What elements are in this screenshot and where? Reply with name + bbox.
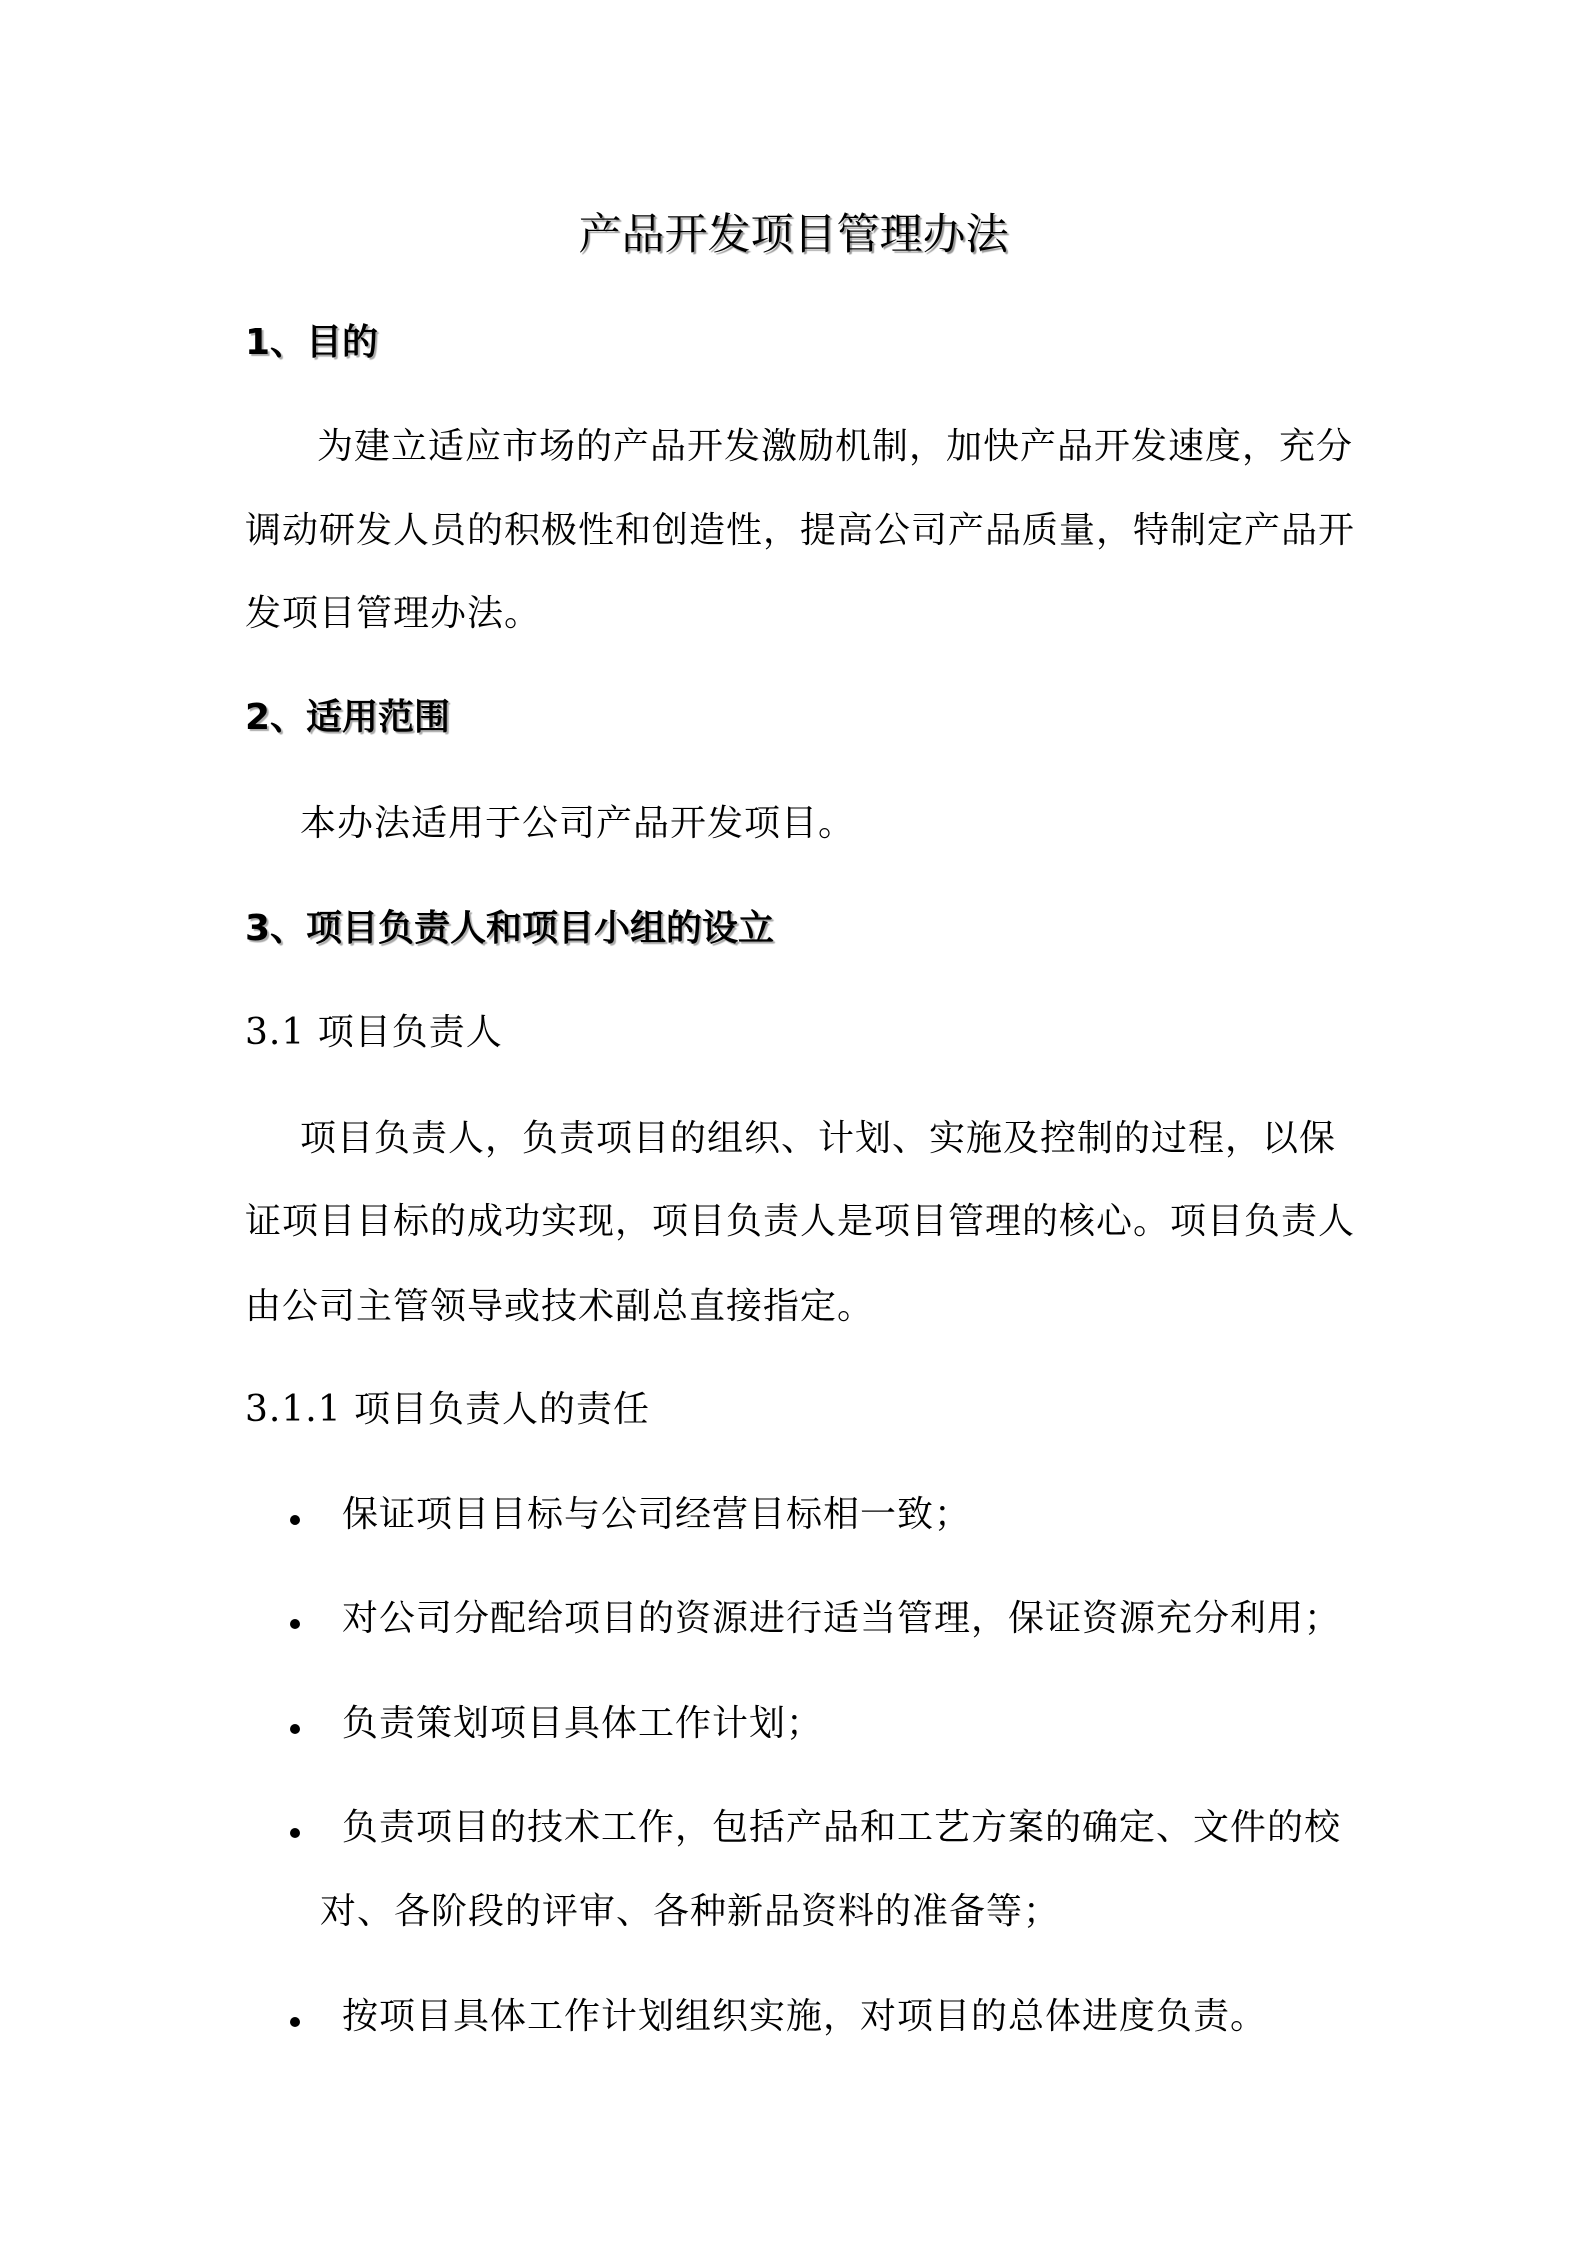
bullet-icon <box>290 1515 300 1525</box>
bullet-icon <box>290 1619 300 1629</box>
bullet-icon <box>290 1828 300 1838</box>
list-item-continuation: 对、各阶段的评审、各种新品资料的准备等； <box>320 1891 1061 1932</box>
list-item: 负责项目的技术工作，包括产品和工艺方案的确定、文件的校 <box>342 1807 1342 1848</box>
bullet-icon <box>290 2017 300 2027</box>
subsection-heading: 3.1 项目负责人 <box>245 1012 503 1053</box>
paragraph-line: 本办法适用于公司产品开发项目。 <box>300 803 856 844</box>
paragraph-line: 为建立适应市场的产品开发激励机制，加快产品开发速度，充分 <box>317 426 1354 467</box>
section-heading-project-lead: 3、项目负责人和项目小组的设立 <box>245 908 775 949</box>
paragraph-line: 证项目目标的成功实现，项目负责人是项目管理的核心。项目负责人 <box>245 1201 1356 1242</box>
list-item: 对公司分配给项目的资源进行适当管理，保证资源充分利用； <box>342 1598 1342 1639</box>
bullet-icon <box>290 1724 300 1734</box>
subsection-heading: 3.1.1 项目负责人的责任 <box>245 1389 651 1430</box>
paragraph-line: 项目负责人，负责项目的组织、计划、实施及控制的过程，以保 <box>300 1118 1337 1159</box>
list-item: 按项目具体工作计划组织实施，对项目的总体进度负责。 <box>342 1996 1268 2037</box>
paragraph-line: 调动研发人员的积极性和创造性，提高公司产品质量，特制定产品开 <box>245 510 1356 551</box>
paragraph-line: 发项目管理办法。 <box>245 593 542 634</box>
section-heading-purpose: 1、目的 <box>245 322 379 363</box>
list-item: 保证项目目标与公司经营目标相一致； <box>342 1494 972 1535</box>
document-title: 产品开发项目管理办法 <box>578 210 1009 260</box>
list-item: 负责策划项目具体工作计划； <box>342 1703 824 1744</box>
paragraph-line: 由公司主管领导或技术副总直接指定。 <box>245 1286 875 1327</box>
section-heading-scope: 2、适用范围 <box>245 697 451 738</box>
